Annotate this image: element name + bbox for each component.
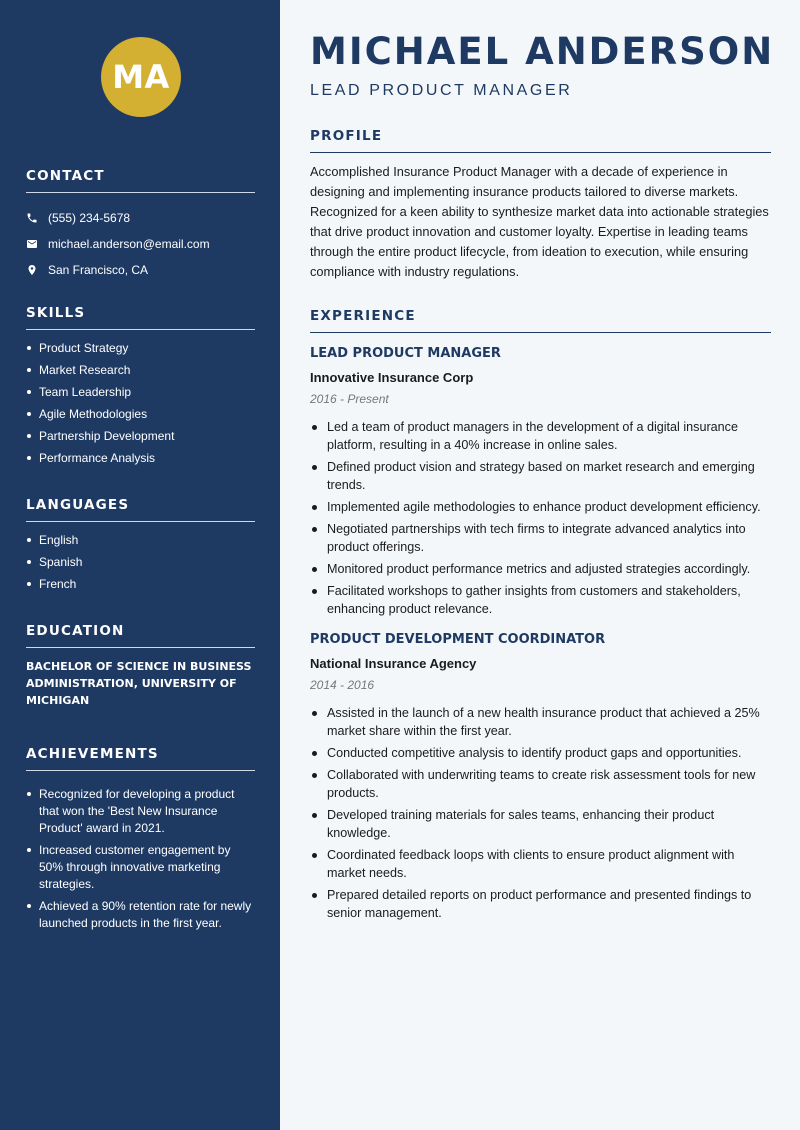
job-role: PRODUCT DEVELOPMENT COORDINATOR (310, 632, 606, 647)
job-bullet: Collaborated with underwriting teams to create risk assessment tools for new products. (310, 766, 771, 802)
skills-list (26, 340, 255, 466)
achievements-section (26, 746, 255, 937)
profile-text: Accomplished Insurance Product Manager with a decade of experience in designing and implementing insurance products tailored to diverse markets. Recognized for a keen ability to synthesize market data into actionable strategies that drive product innovation and customer loyalty. Expertise in leading teams through the entire product lifecycle, from ideation to execution, while ensuring compliance with industry regulations. (310, 164, 769, 279)
location-pin-icon (26, 264, 38, 276)
contact-section (26, 168, 255, 283)
skill-item: Agile Methodologies (26, 406, 255, 422)
skills-section (26, 305, 255, 472)
candidate-title: LEAD PRODUCT MANAGER (310, 82, 573, 99)
job-bullets (310, 704, 771, 922)
job-entry (310, 632, 771, 922)
contact-phone (26, 205, 255, 231)
job-bullet: Led a team of product managers in the development of a digital insurance platform, resulting in a 40% increase in online sales. (310, 418, 771, 454)
job-bullet: Monitored product performance metrics and adjusted strategies accordingly. (310, 560, 771, 578)
profile-section (310, 128, 771, 282)
contact-list (26, 205, 255, 283)
job-company: National Insurance Agency (310, 656, 477, 671)
skills-heading: SKILLS (26, 305, 255, 330)
skill-item: Product Strategy (26, 340, 255, 356)
job-dates: 2014 - 2016 (310, 678, 375, 692)
location-text: San Francisco, CA (48, 263, 149, 277)
job-bullet: Implemented agile methodologies to enhance product development efficiency. (310, 498, 771, 516)
languages-list (26, 532, 255, 592)
job-bullet: Prepared detailed reports on product performance and presented findings to senior management. (310, 886, 771, 922)
phone-icon (26, 212, 38, 224)
job-bullet: Negotiated partnerships with tech firms to integrate advanced analytics into product offerings. (310, 520, 771, 556)
achievement-item: Achieved a 90% retention rate for newly launched products in the first year. (26, 898, 255, 932)
experience-heading: EXPERIENCE (310, 308, 771, 333)
phone-text: (555) 234-5678 (48, 211, 131, 225)
job-dates: 2016 - Present (310, 392, 389, 406)
education-section (26, 623, 255, 709)
job-bullet: Defined product vision and strategy based on market research and emerging trends. (310, 458, 771, 494)
job-bullet: Coordinated feedback loops with clients to ensure product alignment with market needs. (310, 846, 771, 882)
candidate-name: MICHAEL ANDERSON (310, 30, 775, 73)
language-item: English (26, 532, 255, 548)
main-content (280, 0, 800, 1130)
achievement-item: Increased customer engagement by 50% through innovative marketing strategies. (26, 842, 255, 893)
achievement-item: Recognized for developing a product that won the 'Best New Insurance Product' award in 2021. (26, 786, 255, 837)
experience-section (310, 308, 771, 926)
job-bullet: Conducted competitive analysis to identify product gaps and opportunities. (310, 744, 771, 762)
language-item: French (26, 576, 255, 592)
language-item: Spanish (26, 554, 255, 570)
skill-item: Performance Analysis (26, 450, 255, 466)
education-heading: EDUCATION (26, 623, 255, 648)
job-entry (310, 346, 771, 618)
avatar-initials: MA (112, 58, 170, 96)
contact-heading: CONTACT (26, 168, 255, 193)
job-company: Innovative Insurance Corp (310, 370, 474, 385)
skill-item: Team Leadership (26, 384, 255, 400)
email-text: michael.anderson@email.com (48, 237, 210, 251)
sidebar (0, 0, 280, 1130)
achievements-heading: ACHIEVEMENTS (26, 746, 255, 771)
skill-item: Partnership Development (26, 428, 255, 444)
education-degree: BACHELOR OF SCIENCE IN BUSINESS ADMINISTRATION, UNIVERSITY OF MICHIGAN (26, 660, 252, 707)
skill-item: Market Research (26, 362, 255, 378)
languages-section (26, 497, 255, 598)
job-bullets (310, 418, 771, 618)
job-role: LEAD PRODUCT MANAGER (310, 346, 501, 361)
job-bullet: Developed training materials for sales teams, enhancing their product knowledge. (310, 806, 771, 842)
avatar (101, 37, 181, 117)
contact-email (26, 231, 255, 257)
job-bullet: Assisted in the launch of a new health insurance product that achieved a 25% market share within the first year. (310, 704, 771, 740)
email-icon (26, 238, 38, 250)
profile-heading: PROFILE (310, 128, 771, 153)
achievements-list (26, 786, 255, 932)
languages-heading: LANGUAGES (26, 497, 255, 522)
contact-location (26, 257, 255, 283)
job-bullet: Facilitated workshops to gather insights from customers and stakeholders, enhancing product relevance. (310, 582, 771, 618)
